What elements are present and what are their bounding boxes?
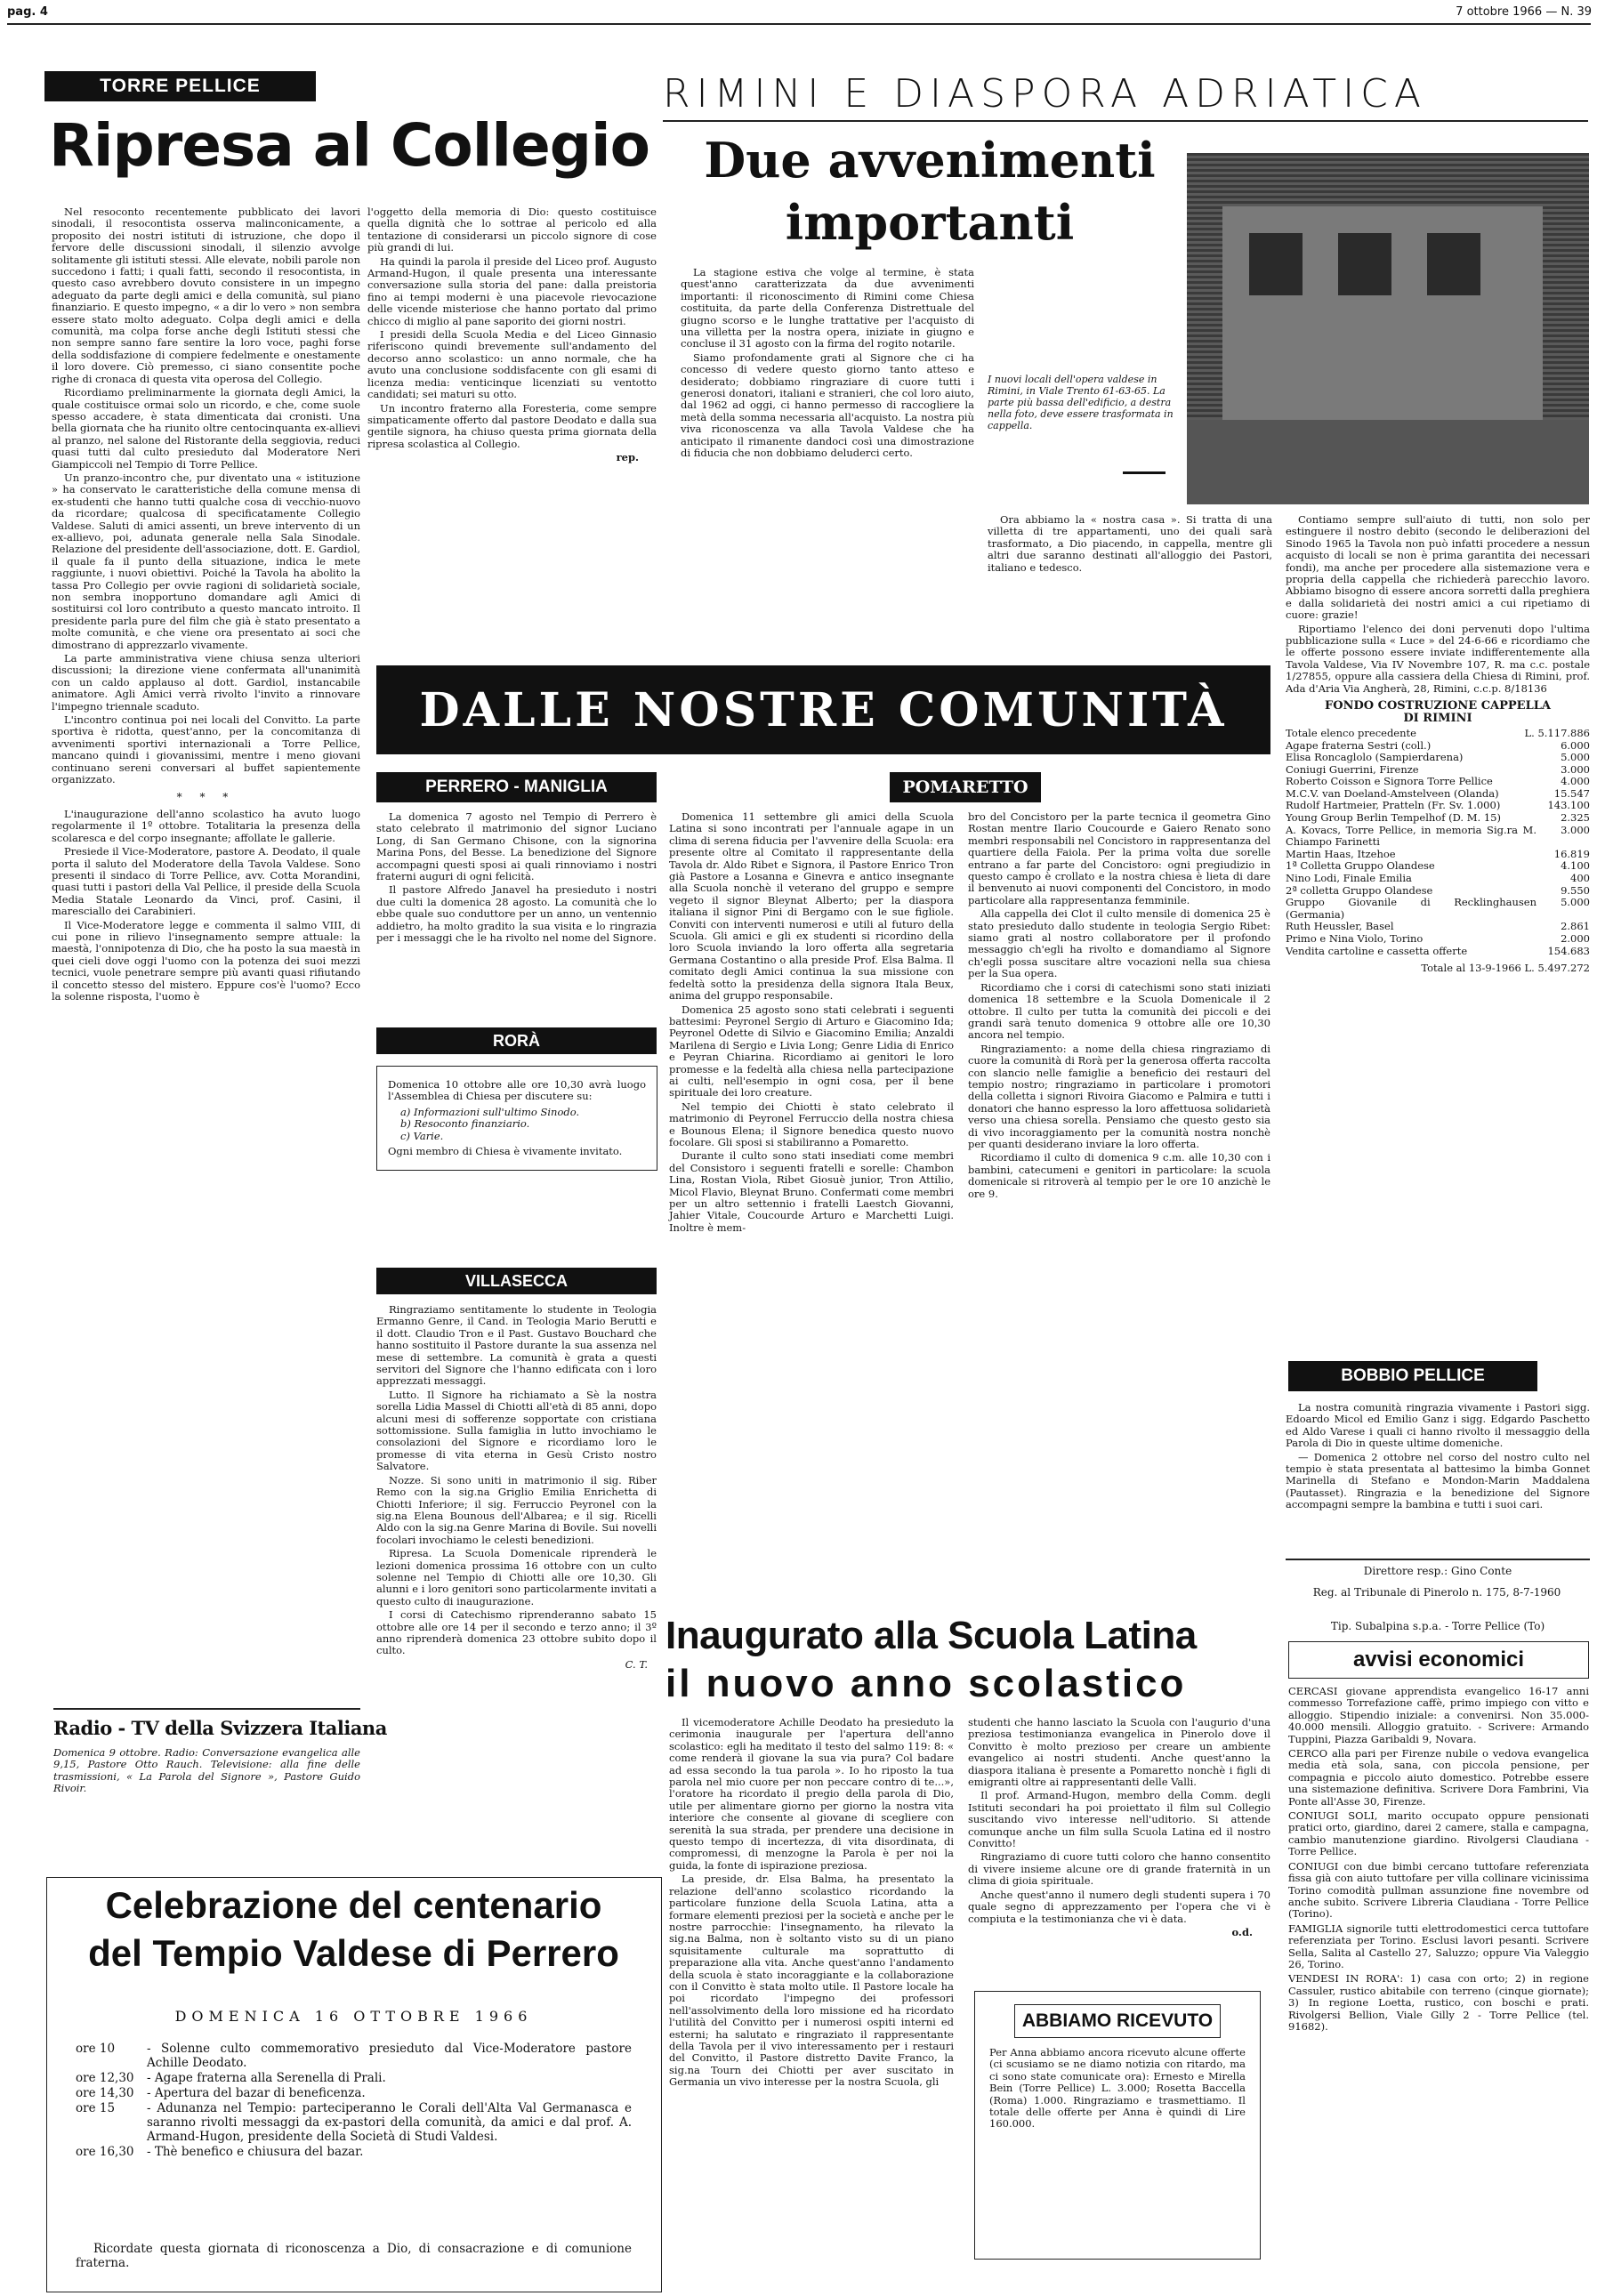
rimini-kicker: RIMINI E DIASPORA ADRIATICA xyxy=(663,71,1427,117)
paragraph: Ringraziamento: a nome della chiesa ringraziamo di cuore la comunità di Rorà per la generosa offerta raccolta con slancio nelle famiglie a beneficio dei restauri del tempio nostro; ringraziamo in particolare i promotori della colletta i signori Rivoira Giacomo e Palmira e tutti i donatori che hanno espresso la loro affettuosa solidarietà verso una chiesa sorella. Pensiamo che questo gesto sia di vivo incoraggiamento per la comunità nostra nonchè per quanti desiderano inviare la loro offerta. xyxy=(968,1042,1270,1150)
fund-row xyxy=(1286,885,1590,898)
header-rule xyxy=(7,23,1591,25)
fund-row xyxy=(1286,800,1590,812)
section-head-perrero: PERRERO - MANIGLIA xyxy=(376,772,657,802)
schedule-row xyxy=(76,2042,632,2070)
paragraph: Ha quindi la parola il preside del Liceo prof. Augusto Armand-Hugon, il quale presenta una interessante conversazione sulla storia del pane: dalla preistoria fino ai tempi moderni è una piacevole rievocazione delle vicende misteriose che hanno portato dal primo chicco di miglio al pane saporito dei giorni nostri. xyxy=(367,254,657,327)
fund-row xyxy=(1286,860,1590,873)
celebrazione-schedule xyxy=(76,2042,632,2160)
fund-list xyxy=(1286,728,1590,957)
radio-text: Domenica 9 ottobre. Radio: Conversazione evangelica alle 9,15, Pastore Otto Rauch. Televisione: alla fine delle trasmissioni, « La Parola del Signore », Pastore Guido Rivoir. xyxy=(53,1746,360,1795)
radio-title: Radio - TV della Svizzera Italiana xyxy=(53,1717,387,1739)
paragraph: Ringraziamo sentitamente lo studente in Teologia Ermanno Genre, il Cand. in Teologia Mario Berutti e il dott. Claudio Tron e il Past. Gustavo Bouchard che hanno sostituito il Pastore durante la sua assenza nel mese di settembre. La comunità è grata a questi servitori del Signore che l'hanno edificata con i loro apprezzati messaggi. xyxy=(376,1303,657,1388)
author-signature: o.d. xyxy=(1231,1925,1253,1938)
rimini-title-line-1: Due avvenimenti xyxy=(704,132,1156,189)
fund-amount: 2.000 xyxy=(1561,932,1590,945)
fund-row xyxy=(1286,873,1590,885)
paragraph: bro del Concistoro per la parte tecnica il geometra Gino Rostan mentre Ilario Coucourde e Gaiero Renato sono membri responsabili nel Concistoro in rappresentanza del quartiere della Faiola. Per la prima volta due sorelle entrano a far parte del Concistoro: ogni pregiudizio in questo campo è crollato e la nostra chiesa è lieta di dare il benvenuto ai nuovi componenti del Concistoro, in modo particolare alla rappresentanza femminile. xyxy=(968,810,1270,906)
fund-row xyxy=(1286,849,1590,861)
perrero-text xyxy=(376,811,657,946)
schedule-row xyxy=(76,2145,632,2159)
abbiamo-ricevuto-box xyxy=(974,1991,1261,2260)
schedule-time: ore 10 xyxy=(76,2042,116,2056)
section-head-bobbio: BOBBIO PELLICE xyxy=(1288,1361,1537,1391)
inaugurato-column-1 xyxy=(669,1717,954,2091)
rimini-column-1 xyxy=(681,267,974,462)
fund-amount: 16.819 xyxy=(1553,847,1590,860)
fund-row xyxy=(1286,788,1590,801)
director-line: Direttore resp.: Gino Conte xyxy=(1363,1565,1512,1577)
fund-donor: Gruppo Giovanile di Recklinghausen (Germania) xyxy=(1286,896,1537,921)
fund-donor: Ruth Heussler, Basel xyxy=(1286,920,1394,933)
fund-amount: 5.000 xyxy=(1561,896,1590,909)
fund-donor: Nino Lodi, Finale Emilia xyxy=(1286,872,1412,885)
banner-label: DALLE NOSTRE COMUNITÀ xyxy=(419,682,1228,737)
fund-row xyxy=(1286,776,1590,788)
schedule-time: ore 12,30 xyxy=(76,2071,134,2085)
paragraph: La nostra comunità ringrazia vivamente i Pastori sigg. Edoardo Micol ed Emilio Ganz i sigg. Edgardo Paschetto ed Aldo Varese i quali ci hanno rivolto il messaggio della Parola di Dio in queste ultime domeniche. xyxy=(1286,1401,1590,1450)
fund-donor: Roberto Coisson e Signora Torre Pellice xyxy=(1286,775,1493,788)
avvisi-list xyxy=(1288,1686,1589,2035)
celebrazione-title-line-1: Celebrazione del centenario xyxy=(105,1884,602,1926)
paragraph: Nel resoconto recentemente pubblicato dei lavori sinodali, il resocontista osserva malinconicamente, a proposito dei nostri istituti di istruzione, che dopo il fervore delle discussioni sinodali, il silenzio avvolge solitamente gli istituti stessi. Alle elevate, nobili parole non succedono i fatti; i quali fatti, secondo il resocontista, in questo caso avrebbero dovuto consistere in un impegno adeguato da parte degli amici e della comunità, sul piano finanziario. E questo impegno, « a dir lo vero » non sembra essere stato molto adeguato. Colpa degli amici e della comunità, ma colpa forse anche degli Istituti stessi che non sempre sanno fare sentire la loro voce, paghi forse della soddisfazione di compiere fedelmente e onestamente il loro dovere. Ciò premesso, ci siano consentite poche righe di cronaca di questa vita operosa del Collegio. xyxy=(52,205,360,385)
paragraph: l'oggetto della memoria di Dio: questo costituisce quella dignità che lo sottrae al pericolo ed alla tentazione di considerarsi un piccolo signore di cose più grandi di lui. xyxy=(367,205,657,254)
paragraph: Ogni membro di Chiesa è vivamente invitato. xyxy=(388,1145,623,1158)
classified-ad: CONIUGI SOLI, marito occupato oppure pensionati pratici orto, giardino, darei 2 camere, stalla e campagna, cambio manutenzione giardino. Rivolgersi Claudiana - Torre Pellice. xyxy=(1288,1809,1589,1858)
agenda-item: b) Resoconto finanziario. xyxy=(400,1117,530,1131)
fund-amount: 2.861 xyxy=(1561,920,1590,933)
schedule-row xyxy=(76,2086,632,2100)
section-head-pomaretto: POMARETTO xyxy=(890,772,1041,802)
fund-donor: Elisa Roncaglolo (Sampierdarena) xyxy=(1286,751,1464,764)
avvisi-title: avvisi economici xyxy=(1352,1647,1525,1672)
celebrazione-date: DOMENICA 16 OTTOBRE 1966 xyxy=(174,2008,533,2025)
fund-amount: 143.100 xyxy=(1547,799,1590,812)
fund-amount: 3.000 xyxy=(1561,762,1590,776)
schedule-row xyxy=(76,2101,632,2144)
paragraph: studenti che hanno lasciato la Scuola con l'augurio d'una preziosa testimonianza evangelica in Pinerolo dove il Convitto è molto prezioso per creare un ambiente evangelico ai nostri studenti. Anche quest'anno la diaspora italiana è presente a Pomaretto nonchè i figli di emigranti oltre ai rappresentanti delle Valli. xyxy=(968,1716,1270,1789)
paragraph: La preside, dr. Elsa Balma, ha presentato la relazione dell'anno scolastico ricordando la particolare funzione della Scuola Latina, atta a formare elementi preziosi per la società e anche per le nostre parrocchie: l'insegnamento, ha rilevato la sig.na Balma, non è soltanto visto su di un piano squisitamente culturale ma soprattutto di preparazione alla vita. Anche quest'anno l'andamento della scuola è stato incoraggiante e la collaborazione con il Convitto è stata molto utile. Il Pastore locale ha poi ricordato l'impegno dei professori nell'assolvimento della loro missione ed ha ricordato l'utilità del Convitto per i numerosi ospiti interni ed esterni; ha salutato e ringraziato il rappresentante della Tavola per il vivo interessamento per i restauri del Convitto, il Pastore distretto Davite Franco, la sig.na Tourn dei Chiotti per aver suscitato in Germania un vivo interesse per la nostra Scuola, gli xyxy=(669,1873,954,2089)
classified-ad: FAMIGLIA signorile tutti elettrodomestici cerca tuttofare referenziata per Torino. Esclusi lavori pesanti. Scrivere Sella, Salita al Castello 27, Saluzzo; oppure Via Valeggio 26, Torino. xyxy=(1288,1921,1589,1970)
page-number: pag. 4 xyxy=(7,5,48,19)
fund-row xyxy=(1286,752,1590,764)
paragraph: L'incontro continua poi nei locali del Convitto. La parte sportiva è ridotta, quest'anno, per la concomitanza di avvenimenti sportivi internazionali a Torre Pellice, mancano quindi i giovanissimi, mentre i meno giovani continuano sereni conversari al buffet sapientemente organizzato. xyxy=(52,713,360,786)
paragraph: Anche quest'anno il numero degli studenti supera i 70 quale segno di apprezzamento per l'opera che vi è compiuta e la testimonianza che vi è data. xyxy=(968,1888,1270,1925)
torre-column-2 xyxy=(367,206,657,464)
photo-caption: I nuovi locali dell'opera valdese in Rimini, in Viale Trento 61-63-65. La parte più bassa dell'edificio, a destra nella foto, deve essere trasformata in cappella. xyxy=(988,374,1174,431)
avvisi-header-box xyxy=(1288,1641,1589,1679)
separator-stars: * * * xyxy=(176,790,236,803)
paragraph: La domenica 7 agosto nel Tempio di Perrero è stato celebrato il matrimonio del signor Luciano Long, di San Germano Chisone, con la signorina Marina Pons, del Besse. La benedizione del Signore accompagni questi sposi ai quali rinnoviamo i nostri fraterni auguri di ogni felicità. xyxy=(376,810,657,883)
classified-ad: CERCASI giovane apprendista evangelico 16-17 anni commesso Torrefazione caffè, primo impiego con vitto e alloggio. Stipendio iniziale: a convenirsi. Non 35.000-40.000 mensili. Alloggio gratuito. - Scrivere: Armando Tuppini, Piazza Garibaldi 9, Novara. xyxy=(1288,1685,1589,1745)
schedule-text: - Agape fraterna alla Serenella di Prali. xyxy=(147,2071,386,2085)
classified-ad: VENDESI IN RORA': 1) casa con orto; 2) in regione Cassuler, rustico abitabile con terreno (cinque giornate); 3) In regione Loetta, rustico, con boschi e prati. Rivolgersi Bellion, Viale Gilly 2 - Torre Pellice (tel. 91682). xyxy=(1288,1972,1589,2033)
agenda-item: a) Informazioni sull'ultimo Sinodo. xyxy=(400,1105,580,1118)
fund-donor: 2ª colletta Gruppo Olandese xyxy=(1286,883,1433,897)
fund-total: Totale al 13-9-1966 L. 5.497.272 xyxy=(1421,962,1590,975)
inaugurato-title-line-2: il nuovo anno scolastico xyxy=(665,1662,1187,1705)
fund-donor: 1ª Colletta Gruppo Olandese xyxy=(1286,859,1435,873)
paragraph: Il pastore Alfredo Janavel ha presieduto i nostri due culti la domenica 28 agosto. La comunità che lo ebbe quale suo conduttore per un anno, un ventennio addietro, ha molto gradito la sua visita e lo ringrazia per i messaggi che le ha rivolto nel nome del Signore. xyxy=(376,883,657,945)
fund-row xyxy=(1286,946,1590,958)
fund-amount: 154.683 xyxy=(1547,944,1590,957)
paragraph: Domenica 25 agosto sono stati celebrati i seguenti battesimi: Peyronel Sergio di Arturo e Giacomino Ida; Peyronel Odette di Silvio e Giacomino Emilia; Anzaldi Marilena di Sergio e Livia Long; Genre Lidia di Enrico e Peyran Chiarina. Ricordiamo ai genitori le loro promesse e la fedeltà alla chiesa nella partecipazione ai culti, nell'esempio in ogni cosa, per il bene spirituale dei loro creature. xyxy=(669,1003,954,1100)
pomaretto-column-1 xyxy=(669,811,954,1236)
paragraph: Domenica 10 ottobre alle ore 10,30 avrà luogo l'Assemblea di Chiesa per discutere su: xyxy=(388,1078,646,1103)
fund-row xyxy=(1286,728,1590,740)
agenda-item: c) Varie. xyxy=(400,1129,444,1142)
fund-row xyxy=(1286,812,1590,825)
paragraph: La parte amministrativa viene chiusa senza ulteriori discussioni; la direzione viene confermata all'unanimità con un caldo applauso al dott. Gardiol, instancabile animatore. Agli Amici verrà rivolto l'invito a rinnovare l'impegno triennale scaduto. xyxy=(52,652,360,713)
schedule-time: ore 16,30 xyxy=(76,2145,134,2159)
fund-row xyxy=(1286,921,1590,933)
fund-donor: Vendita cartoline e cassetta offerte xyxy=(1286,944,1468,957)
rimini-building-photo xyxy=(1187,153,1589,504)
registration-line: Reg. al Tribunale di Pinerolo n. 175, 8-7-1960 xyxy=(1312,1586,1561,1599)
schedule-text: - Adunanza nel Tempio: parteciperanno le Corali dell'Alta Val Germanasca e saranno rivolti messaggi da ex-pastori della comunità, da amici e dal prof. A. Armand-Hugon, presidente della Società di Studi Valdesi. xyxy=(147,2101,632,2144)
fund-subtitle: DI RIMINI xyxy=(1403,711,1472,725)
rora-notice-box xyxy=(376,1066,657,1171)
inaugurato-column-2 xyxy=(968,1717,1270,1938)
comunita-banner xyxy=(376,665,1270,754)
fund-amount: 4.000 xyxy=(1561,775,1590,788)
fund-row xyxy=(1286,825,1590,849)
paragraph: — Domenica 2 ottobre nel corso del nostro culto nel tempio è stata presentata al battesimo la bimba Gonnet Marinella di Stefano e Mondon-Marin Maddalena (Pautasset). Ringrazia e la benedizione del Signore accompagni sempre la bambina e tutti i suoi cari. xyxy=(1286,1450,1590,1511)
kicker-rule xyxy=(663,120,1588,122)
section-head-rora: RORÀ xyxy=(376,1027,657,1054)
fund-title: FONDO COSTRUZIONE CAPPELLA xyxy=(1325,699,1551,713)
paragraph: Il vicemoderatore Achille Deodato ha presieduto la cerimonia inaugurale per l'apertura dell'anno scolastico: egli ha meditato il testo del salmo 119: 8: « come renderà il giovane la sua via pura? Col badare ad essa secondo la tua parola ». Io ho riposto la tua parola nel mio cuore per non peccare contro di te...», l'oratore ha ricordato il pregio della parola di Dio, utile per alimentare giorno per giorno la nostra vita interiore che consente al giovane di scegliere con serenità la sua strada, per prendere una decisione in questo tempo di incertezza, di vita disordinata, di compromessi, di menzogne la Parola è per noi la guida, la fonte di ispirazione preziosa. xyxy=(669,1716,954,1872)
paragraph: Un incontro fraterno alla Foresteria, come sempre simpaticamente offerto dal pastore Deodato e dalla sua gentile signora, ha chiuso questa prima giornata della ripresa scolastica al Collegio. xyxy=(367,401,657,450)
paragraph: Ringraziamo di cuore tutti coloro che hanno consentito di vivere insieme alcune ore di grande fraternità in un clima di gioia spirituale. xyxy=(968,1850,1270,1888)
fund-row xyxy=(1286,897,1590,921)
fund-amount: 5.000 xyxy=(1561,751,1590,764)
fund-donor: Martin Haas, Itzehoe xyxy=(1286,847,1396,860)
classified-ad: CERCO alla pari per Firenze nubile o vedova evangelica media età sola, sana, con piccola pensione, per compagnia e piccolo aiuto domestico. Potrebbe essere una sistemazione definitiva. Scrivere Dora Fambrini, Via Ponte all'Asse 30, Firenze. xyxy=(1288,1747,1589,1808)
fund-donor: Primo e Nina Violo, Torino xyxy=(1286,932,1424,945)
section-head-villasecca: VILLASECCA xyxy=(376,1268,657,1294)
fund-row xyxy=(1286,740,1590,753)
fund-row xyxy=(1286,764,1590,777)
classified-ad: CONIUGI con due bimbi cercano tuttofare referenziata fissa già con aiuto tuttofare per villa collinare vicinissima Torino comodità pullman assunzione fine novembre od anche subito. Scrivere Libreria Claudiana - Torre Pellice (Torino). xyxy=(1288,1859,1589,1921)
paragraph: Nel tempio dei Chiotti è stato celebrato il matrimonio di Peyronel Ferruccio della nostra chiesa e Bounous Elena; il Signore benedica questo nuovo focolare. Gli sposi si stabiliranno a Pomaretto. xyxy=(669,1100,954,1148)
schedule-text: - Apertura del bazar di beneficenza. xyxy=(147,2086,366,2100)
paragraph: Durante il culto sono stati insediati come membri del Consistoro i seguenti fratelli e sorelle: Chambon Lina, Rostan Viola, Ribet Giosuè junior, Tron Attilio, Micol Flavio, Bleynat Bruno. Confermati come membri per un altro settennio i fratelli Laestch Giovanni, Jahier Vitale, Coucourde Arturo e Marchetti Luigi. Inoltre è mem- xyxy=(669,1149,954,1234)
fund-amount: 9.550 xyxy=(1561,883,1590,897)
celebrazione-title-line-2: del Tempio Valdese di Perrero xyxy=(88,1932,619,1974)
paragraph: I presidi della Scuola Media e del Liceo Ginnasio riferiscono quindi brevemente sull'andamento del decorso anno scolastico: un anno normale, che ha avuto una conclusione soddisfacente con gli esami di licenza media: venticinque licenziati su ventotto candidati; sei maturi su otto. xyxy=(367,328,657,401)
inaugurato-title-line-1: Inaugurato alla Scuola Latina xyxy=(665,1614,1197,1657)
issue-date: 7 ottobre 1966 — N. 39 xyxy=(1456,5,1592,19)
fund-donor: Coniugi Guerrini, Firenze xyxy=(1286,762,1419,776)
author-signature: C. T. xyxy=(625,1657,648,1671)
schedule-row xyxy=(76,2071,632,2085)
pomaretto-column-2 xyxy=(968,811,1270,1202)
paragraph: Ricordiamo il culto di domenica 9 c.m. alle 10,30 con i bambini, catecumeni e genitori in particolare: la scuola domenicale si ritroverà al tempio per le ore 10 anzichè le ore 9. xyxy=(968,1151,1270,1200)
paragraph: Ricordiamo che i corsi di catechismi sono stati iniziati domenica 18 settembre e la Scuola Domenicale il 2 ottobre. Il culto per tutta la comunità dei piccoli e dei grandi sarà tenuto domenica 9 ottobre alle ore 10,30 ancora nel tempio. xyxy=(968,980,1270,1042)
schedule-text: - Thè benefico e chiusura del bazar. xyxy=(147,2145,364,2159)
fund-amount: 15.547 xyxy=(1553,786,1590,800)
abbiamo-ricevuto-title: ABBIAMO RICEVUTO xyxy=(1014,2004,1221,2038)
paragraph: Ora abbiamo la « nostra casa ». Si tratta di una villetta di tre appartamenti, uno dei quali sarà trasformato, a Dio piacendo, in cappella, mentre gli altri due saranno destinati all'alloggio dei Pastori, italiano e tedesco. xyxy=(988,513,1272,574)
villasecca-text xyxy=(376,1304,657,1671)
fund-amount: 6.000 xyxy=(1561,738,1590,752)
fund-donor: Totale elenco precedente xyxy=(1286,726,1416,739)
celebrazione-footer: Ricordate questa giornata di riconoscenza a Dio, di consacrazione e di comunione fraterna. xyxy=(76,2242,632,2270)
radio-top-rule xyxy=(53,1708,360,1710)
fund-donor: M.C.V. van Doeland-Amstelveen (Olanda) xyxy=(1286,786,1499,800)
paragraph: Alla cappella dei Clot il culto mensile di domenica 25 è stato presieduto dallo studente in teologia Sergio Ribet: siamo grati al nostro collaboratore per il profondo messaggio ch'egli ha rivolto e domandiamo al Signore ch'egli possa suscitare altre vocazioni nella sua chiesa per la Sua opera. xyxy=(968,907,1270,980)
paragraph: Presiede il Vice-Moderatore, pastore A. Deodato, il quale porta il saluto del Moderatore della Tavola Valdese. Sono presenti il sindaco di Torre Pellice, avv. Cotta Morandini, quasi tutti i pastori della Val Pellice, il preside della Scuola Media Statale Leonardo da Vinci, prof. Casini, il maresciallo dei Carabinieri. xyxy=(52,845,360,918)
fund-donor: Rudolf Hartmeier, Pratteln (Fr. Sv. 1.000) xyxy=(1286,799,1501,812)
paragraph: L'inaugurazione dell'anno scolastico ha avuto luogo regolarmente il 1º ottobre. Totalitaria la presenza della scolaresca e del corpo insegnante; affollate le gallerie. xyxy=(52,807,360,844)
fund-donor: A. Kovacs, Torre Pellice, in memoria Sig.ra M. Chiampo Farinetti xyxy=(1286,823,1537,849)
fund-amount: 400 xyxy=(1570,872,1590,885)
fund-donor: Young Group Berlin Tempelhof (D. M. 15) xyxy=(1286,811,1501,825)
paragraph: Un pranzo-incontro che, pur diventato una « istituzione » ha conservato le caratteristiche della comune mensa di ex-studenti che hanno tutti qualche cosa di vecchio-nuovo da ricordare; qualcosa di specificatamente Collegio Valdese. Saluti di amici assenti, un breve intervento di un ex-allievo, poi, adunata generale nella Sala Sinodale. Relazione del presidente dell'associazione, dott. E. Gardiol, il quale fa il punto della situazione, indica le mete raggiunte, i nuovi obiettivi. Poiché la Tavola ha abolito la tassa Pro Collegio per ovvie ragioni di solidarietà sociale, non sembra inopportuno domandare agli Amici di sostituirsi col loro contributo a questo mancato introito. Il presidente parla pure del film che già è stato presentato a molte comunità, e che viene ora presentato ai soci che dimostrano di apprezzarlo vivamente. xyxy=(52,471,360,651)
torre-column-1 xyxy=(52,206,360,1004)
rimini-column-2 xyxy=(988,514,1272,576)
abbiamo-ricevuto-text: Per Anna abbiamo ancora ricevuto alcune offerte (ci scusiamo se ne diamo notizia con ritardo, ma ci sono state comunicate ora): Ernesto e Mirella Bein (Torre Pellice) L. 3.000; Rosetta Baccella (Roma) 1.000. Ringraziamo e trasmettiamo. Il totale delle offerte per Anna è quindi di Lire 160.000. xyxy=(989,2046,1246,2131)
paragraph: Il Vice-Moderatore legge e commenta il salmo VIII, di cui pone in rilievo l'insegnamento sempre attuale: la maestà, l'onnipotenza di Dio, che ha posto la sua maestà in quei cieli dove oggi l'uomo con la potenza dei suoi mezzi tecnici, vuole penetrare sempre più avanti quasi rifiutando il concetto stesso del mistero. Eppure cos'è l'uomo? Ecco la solenne risposta, l'uomo è xyxy=(52,918,360,1003)
fund-amount: 2.325 xyxy=(1561,811,1590,825)
rimini-title-line-2: importanti xyxy=(785,194,1075,251)
torre-title: Ripresa al Collegio xyxy=(49,111,649,180)
fund-row xyxy=(1286,933,1590,946)
printer-line: Tip. Subalpina s.p.a. - Torre Pellice (To) xyxy=(1330,1620,1545,1632)
caption-arrow xyxy=(1123,471,1165,474)
paragraph: Il prof. Armand-Hugon, membro della Comm. degli Istituti secondari ha poi proiettato il film sul Collegio suscitando vivo interesse nell'uditorio. Si attende comunque anche un film sulla Scuola Latina ed il nostro Convitto! xyxy=(968,1789,1270,1850)
paragraph: Ripresa. La Scuola Domenicale riprenderà le lezioni domenica prossima 16 ottobre con un culto solenne nel Tempio di Chiotti alle ore 10,30. Gli alunni e i loro genitori sono particolarmente invitati a questo culto di inaugurazione. xyxy=(376,1547,657,1607)
paragraph: Ricordiamo preliminarmente la giornata degli Amici, la quale costituisce ormai solo un ricordo, e che, come suole spesso accadere, è stata dimenticata dai cronisti. Una bella giornata che ha riunito oltre centocinquanta ex-allievi al pranzo, nel salone del Ristorante della seggiovia, reduci quasi tutti dal culto presieduto dal Moderatore Neri Giampiccoli nel Tempio di Torre Pellice. xyxy=(52,386,360,471)
paragraph: Siamo profondamente grati al Signore che ci ha concesso di vedere questo giorno tanto atteso e desiderato; dobbiamo ringraziare di cuore tutti i generosi donatori, italiani e stranieri, che col loro aiuto, dal 1962 ad oggi, ci hanno permesso di raccogliere la metà della somma necessaria all'acquisto. La nostra più viva riconoscenza va alla Tavola Valdese che ha anticipato il rimanente dandoci così una dimostrazione di fiducia che non dobbiamo deluderci certo. xyxy=(681,350,974,460)
paragraph: Contiamo sempre sull'aiuto di tutti, non solo per estinguere il nostro debito (secondo le deliberazioni del Sinodo 1965 la Tavola non può infatti procedere a nessun acquisto di locali se non è prima garantita dei necessari fondi), ma anche per procedere alla sistemazione vera e propria della cappella che richiederà parecchio lavoro. Abbiamo bisogno di essere ancora sorretti dalla preghiera e dalla solidarietà dei nostri amici a cui ripetiamo di cuore: grazie! xyxy=(1286,513,1590,622)
author-signature: rep. xyxy=(616,451,639,464)
section-badge-torre-pellice: TORRE PELLICE xyxy=(44,71,316,101)
schedule-text: - Solenne culto commemorativo presieduto dal Vice-Moderatore pastore Achille Deodato. xyxy=(147,2042,632,2070)
paragraph: I corsi di Catechismo riprenderanno sabato 15 ottobre alle ore 14 per il secondo e terzo anno; il 3º anno riprenderà domenica 23 ottobre subito dopo il culto. xyxy=(376,1608,657,1657)
fund-donor: Agape fraterna Sestri (coll.) xyxy=(1286,738,1432,752)
fund-amount: L. 5.117.886 xyxy=(1524,726,1590,739)
schedule-time: ore 14,30 xyxy=(76,2086,134,2100)
bobbio-text xyxy=(1286,1402,1590,1513)
imprint-rule xyxy=(1286,1559,1590,1560)
schedule-time: ore 15 xyxy=(76,2101,116,2115)
paragraph: Nozze. Si sono uniti in matrimonio il sig. Riber Remo con la sig.na Griglio Emilia Enrichetta di Chiotti Inferiore; il sig. Ferruccio Peyronel con la sig.na Elena Bounous dell'Albarea; e il sig. Ricelli Aldo con la sig.na Genre Marina di Bovile. Sui novelli focolari invochiamo le celesti benedizioni. xyxy=(376,1473,657,1546)
paragraph: Domenica 11 settembre gli amici della Scuola Latina si sono incontrati per l'annuale agape in un clima di serena fiducia per l'avvenire della Scuola: era presente oltre al Comitato il rappresentante della Tavola dr. Aldo Ribet e Signora, il Pastore Enrico Tron già Pastore a Losanna e Ginevra e antico insegnante alla Scuola nonchè il veterano del gruppo e sempre vegeto il signor Bleynat Alberto; per la diaspora italiana il signor Pini di Bergamo con le sue figliole. Conviti con interventi numerosi e utili al futuro della Scuola. Gli amici e gli ex studenti si ricordino della loro Scuola inviando la loro offerta alla segretaria Germana Costantino o alla preside Prof. Elsa Balma. Il comitato degli Amici continua la sua missione con fedeltà sotto la presidenza della signora Itala Beux, anima del gruppo responsabile. xyxy=(669,810,954,1003)
fund-amount: 3.000 xyxy=(1561,823,1590,836)
fund-amount: 4.100 xyxy=(1561,859,1590,873)
paragraph: La stagione estiva che volge al termine, è stata quest'anno caratterizzata da due avvenimenti importanti: il riconoscimento di Rimini come Chiesa costituita, da parte della Conferenza Distrettuale del giugno scorso e le lunghe trattative per l'acquisto di una villetta per la nostra opera, iniziate in giugno e concluse il 31 agosto con la firma del rogito notarile. xyxy=(681,266,974,350)
paragraph: Riportiamo l'elenco dei doni pervenuti dopo l'ultima pubblicazione sulla « Luce » del 24-6-66 e ricordiamo che le offerte possono essere inviate indifferentemente alla Tavola Valdese, Via IV Novembre 107, R. ma c.c. postale 1/27855, oppure alla cassiera della Chiesa di Rimini, prof. Ada d'Aria Via Angherà, 28, Rimini, c.c.p. 8/18136 xyxy=(1286,622,1590,695)
rimini-column-3 xyxy=(1286,514,1590,975)
paragraph: Lutto. Il Signore ha richiamato a Sè la nostra sorella Lidia Massel di Chiotti all'età di 85 anni, dopo alcuni mesi di sofferenze sopportate con cristiana sottomissione. Sulla famiglia in lutto invochiamo le consolazioni del Signore e ricordiamo loro le promesse di vita eterna in Gesù Cristo nostro Salvatore. xyxy=(376,1388,657,1473)
